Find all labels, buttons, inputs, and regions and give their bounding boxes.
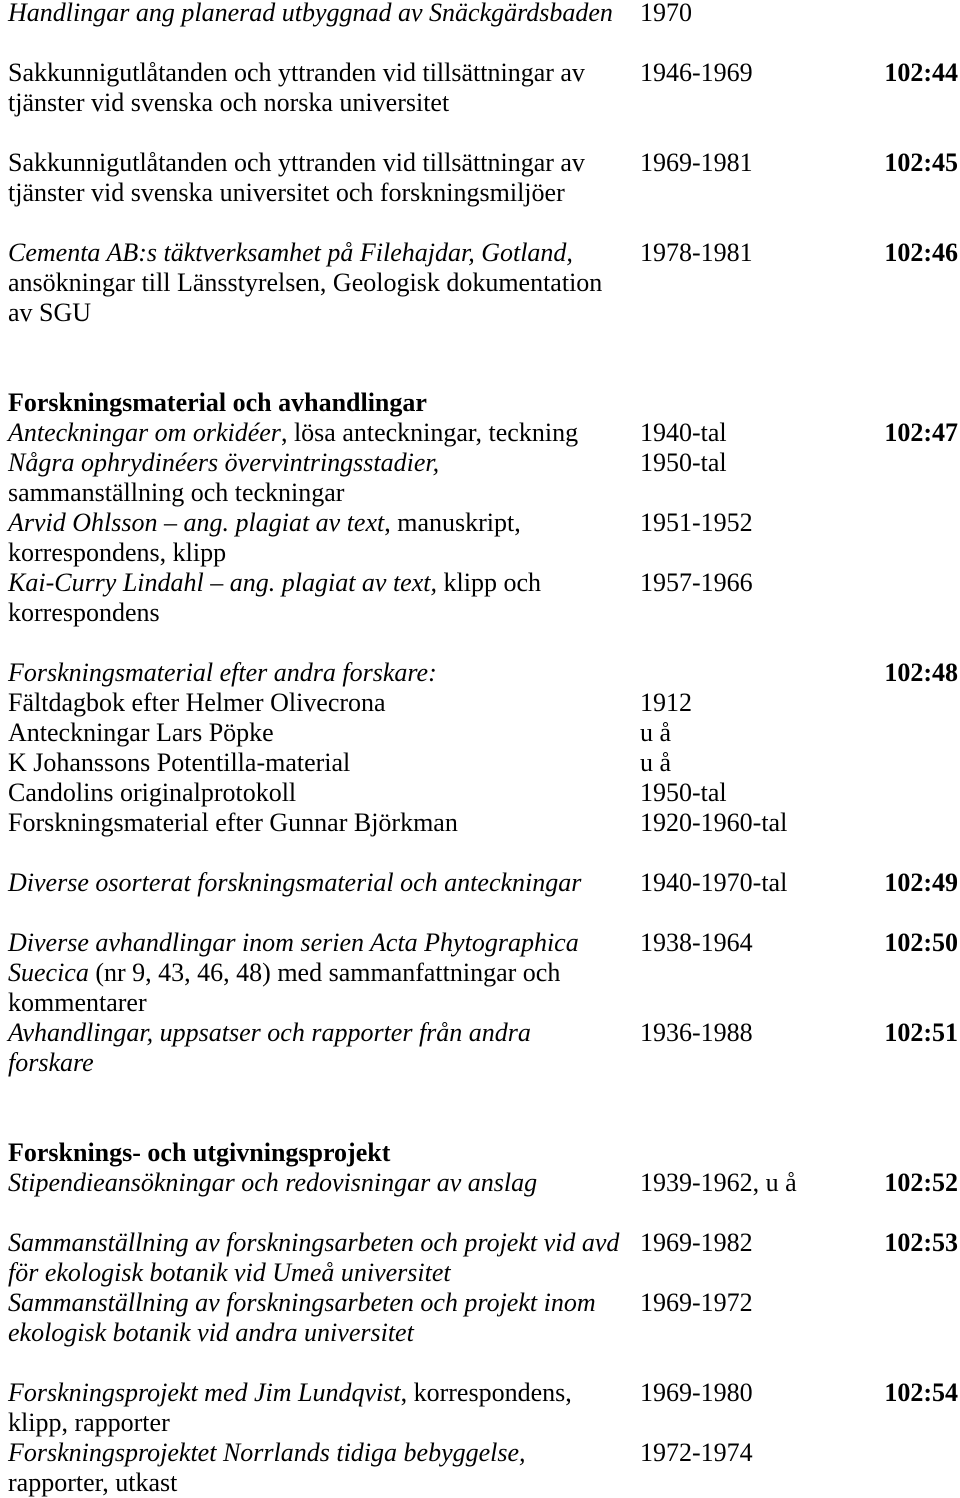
- entry-text: (nr 9, 43, 46, 48) med sammanfattningar och: [88, 958, 561, 987]
- entry-description: [8, 1048, 94, 1078]
- entry-description: [8, 1258, 451, 1288]
- entry-date: 1940-1970-tal: [640, 868, 788, 897]
- entry-line: [0, 508, 960, 538]
- entry-line: [0, 778, 960, 808]
- entry-description: [8, 448, 439, 478]
- entry-title-text: Handlingar ang planerad utbyggnad av Snäckgärdsbaden: [8, 0, 613, 27]
- entry-date: 1951-1952: [640, 508, 753, 537]
- archive-entry: [0, 448, 960, 508]
- entry-text: rapporter, utkast: [8, 1468, 178, 1497]
- entry-text: K Johanssons Potentilla-material: [8, 748, 351, 777]
- entry-title-text: ekologisk botanik vid andra universitet: [8, 1318, 414, 1347]
- archive-section: [0, 388, 960, 1078]
- entry-line: [0, 1468, 960, 1498]
- entry-volume-ref: 102:48: [884, 658, 958, 687]
- archive-entry: [0, 238, 960, 328]
- entry-line: [0, 658, 960, 688]
- entry-date: u å: [640, 748, 672, 777]
- entry-date: 1969-1972: [640, 1288, 753, 1317]
- entry-text: tjänster vid svenska och norska universitet: [8, 88, 450, 117]
- entry-description: [8, 238, 573, 268]
- archive-entry: [0, 1168, 960, 1198]
- entry-description: [8, 508, 521, 538]
- archive-entry: [0, 658, 960, 688]
- entry-description: [8, 988, 147, 1018]
- archive-entry: [0, 148, 960, 208]
- entry-line: [0, 0, 960, 28]
- entry-text: , manuskript,: [384, 508, 521, 537]
- archive-entry: [0, 748, 960, 778]
- entry-text: Fältdagbok efter Helmer Olivecrona: [8, 688, 386, 717]
- entry-title-text: Anteckningar om orkidéer: [8, 418, 281, 447]
- entry-description: [8, 1018, 531, 1048]
- entry-date: 1950-tal: [640, 448, 727, 477]
- section-heading-row: [0, 1138, 960, 1168]
- section-heading: Forskningsmaterial och avhandlingar: [8, 388, 427, 417]
- entry-description: [8, 1318, 414, 1348]
- entry-description: [8, 1168, 537, 1198]
- entry-date: 1946-1969: [640, 58, 753, 87]
- entry-line: [0, 988, 960, 1018]
- archive-entry: [0, 1378, 960, 1438]
- entry-description: [8, 178, 565, 208]
- entry-volume-ref: 102:45: [884, 148, 958, 177]
- archive-section: [0, 0, 960, 328]
- entry-text: korrespondens, klipp: [8, 538, 227, 567]
- section-heading: Forsknings- och utgivningsprojekt: [8, 1138, 391, 1167]
- entry-date: 1950-tal: [640, 778, 727, 807]
- entry-description: [8, 958, 560, 988]
- entry-description: [8, 598, 160, 628]
- entry-line: [0, 1318, 960, 1348]
- entry-text: sammanställning och teckningar: [8, 478, 345, 507]
- entry-line: [0, 1258, 960, 1288]
- entry-text: av SGU: [8, 298, 92, 327]
- entry-line: [0, 688, 960, 718]
- entry-date: u å: [640, 718, 672, 747]
- entry-line: [0, 598, 960, 628]
- entry-description: [8, 1228, 619, 1258]
- archive-entry: [0, 808, 960, 838]
- entry-description: [8, 1288, 596, 1318]
- entry-line: [0, 538, 960, 568]
- entry-line: [0, 238, 960, 268]
- entry-title-text: Några ophrydinéers övervintringsstadier,: [8, 448, 440, 477]
- archive-entry: [0, 1438, 960, 1498]
- archive-entry: [0, 718, 960, 748]
- entry-date: 1957-1966: [640, 568, 753, 597]
- entry-description: [8, 568, 541, 598]
- entry-description: [8, 808, 458, 838]
- entry-description: [8, 268, 602, 298]
- entry-line: [0, 1168, 960, 1198]
- entry-description: [8, 1408, 170, 1438]
- entry-date: 1978-1981: [640, 238, 753, 267]
- entry-text: tjänster vid svenska universitet och forskningsmiljöer: [8, 178, 565, 207]
- entry-line: [0, 568, 960, 598]
- entry-line: [0, 268, 960, 298]
- entry-line: [0, 718, 960, 748]
- archive-entry: [0, 0, 960, 28]
- entry-volume-ref: 102:50: [884, 928, 958, 957]
- entry-description: [8, 58, 585, 88]
- entry-volume-ref: 102:52: [884, 1168, 958, 1197]
- archive-entry: [0, 568, 960, 628]
- entry-text: , lösa anteckningar, teckning: [280, 418, 579, 447]
- entry-text: ansökningar till Länsstyrelsen, Geologisk dokumentation: [8, 268, 603, 297]
- entry-line: [0, 178, 960, 208]
- entry-line: [0, 88, 960, 118]
- entry-line: [0, 958, 960, 988]
- archive-entry: [0, 688, 960, 718]
- entry-description: [8, 868, 581, 898]
- entry-description: [8, 88, 449, 118]
- archive-section: [0, 1138, 960, 1498]
- section-heading-row: [0, 388, 960, 418]
- archive-entry: [0, 1288, 960, 1348]
- entry-title-text: Stipendieansökningar och redovisningar av anslag: [8, 1168, 538, 1197]
- entry-description: [8, 748, 350, 778]
- entry-title-text: Avhandlingar, uppsatser och rapporter från andra: [8, 1018, 531, 1047]
- entry-line: [0, 148, 960, 178]
- entry-title-text: Arvid Ohlsson – ang. plagiat av text: [8, 508, 385, 537]
- entry-line: [0, 1438, 960, 1468]
- entry-title-text: Cementa AB:s täktverksamhet på Filehajdar, Gotland,: [8, 238, 573, 267]
- entry-text: klipp, rapporter: [8, 1408, 170, 1437]
- entry-description: [8, 418, 578, 448]
- entry-date: 1920-1960-tal: [640, 808, 788, 837]
- entry-date: 1969-1982: [640, 1228, 753, 1257]
- entry-description: [8, 1438, 526, 1468]
- entry-date: 1939-1962, u å: [640, 1168, 797, 1197]
- entry-description: [8, 778, 296, 808]
- entry-line: [0, 808, 960, 838]
- entry-volume-ref: 102:46: [884, 238, 958, 267]
- entry-text: kommentarer: [8, 988, 147, 1017]
- entry-line: [0, 1228, 960, 1258]
- entry-line: [0, 1288, 960, 1318]
- entry-volume-ref: 102:54: [884, 1378, 958, 1407]
- archive-entry: [0, 508, 960, 568]
- entry-text: Anteckningar Lars Pöpke: [8, 718, 274, 747]
- entry-text: Sakkunnigutlåtanden och yttranden vid tillsättningar av: [8, 148, 585, 177]
- entry-text: Sakkunnigutlåtanden och yttranden vid tillsättningar av: [8, 58, 585, 87]
- archive-entry: [0, 868, 960, 898]
- entry-text: klipp och: [437, 568, 541, 597]
- entry-date: 1970: [640, 0, 692, 27]
- entry-description: [8, 538, 226, 568]
- entry-date: 1938-1964: [640, 928, 753, 957]
- entry-description: [8, 1468, 177, 1498]
- entry-date: 1969-1980: [640, 1378, 753, 1407]
- entry-line: [0, 418, 960, 448]
- entry-description: [8, 0, 613, 28]
- entry-title-text: forskare: [8, 1048, 94, 1077]
- entry-title-text: Forskningsmaterial efter andra forskare:: [8, 658, 437, 687]
- entry-line: [0, 58, 960, 88]
- entry-description: [8, 928, 579, 958]
- entry-title-text: Sammanställning av forskningsarbeten och projekt inom: [8, 1288, 596, 1317]
- entry-volume-ref: 102:44: [884, 58, 958, 87]
- entry-line: [0, 748, 960, 778]
- entry-date: 1940-tal: [640, 418, 727, 447]
- entry-title-text: Forskningsprojekt med Jim Lundqvist: [8, 1378, 401, 1407]
- entry-description: [8, 688, 386, 718]
- entry-line: [0, 448, 960, 478]
- entry-text: Candolins originalprotokoll: [8, 778, 297, 807]
- entry-description: [8, 478, 344, 508]
- entry-title-text: Forskningsprojektet Norrlands tidiga bebyggelse,: [8, 1438, 526, 1467]
- archive-entry: [0, 418, 960, 448]
- entry-date: 1912: [640, 688, 692, 717]
- entry-line: [0, 868, 960, 898]
- entry-line: [0, 478, 960, 508]
- entry-title-text: Diverse avhandlingar inom serien Acta Phytographica: [8, 928, 579, 957]
- archive-entry: [0, 58, 960, 118]
- entry-line: [0, 1018, 960, 1048]
- entry-volume-ref: 102:49: [884, 868, 958, 897]
- entry-text: Forskningsmaterial efter Gunnar Björkman: [8, 808, 458, 837]
- archive-entry: [0, 778, 960, 808]
- entry-line: [0, 1408, 960, 1438]
- entry-description: [8, 658, 437, 688]
- entry-description: [8, 298, 91, 328]
- entry-line: [0, 928, 960, 958]
- entry-volume-ref: 102:47: [884, 418, 958, 447]
- entry-date: 1969-1981: [640, 148, 753, 177]
- entry-title-text: Diverse osorterat forskningsmaterial och anteckningar: [8, 868, 582, 897]
- entry-description: [8, 1378, 572, 1408]
- entry-title-text: Sammanställning av forskningsarbeten och projekt vid avd: [8, 1228, 620, 1257]
- entry-line: [0, 1048, 960, 1078]
- entry-title-text: Suecica: [8, 958, 89, 987]
- archive-entry: [0, 928, 960, 1018]
- entry-date: 1936-1988: [640, 1018, 753, 1047]
- entry-title-text: Kai-Curry Lindahl – ang. plagiat av text,: [8, 568, 437, 597]
- entry-text: , korrespondens,: [400, 1378, 572, 1407]
- entry-line: [0, 298, 960, 328]
- entry-line: [0, 1378, 960, 1408]
- archive-entry: [0, 1018, 960, 1078]
- entry-title-text: för ekologisk botanik vid Umeå universitet: [8, 1258, 451, 1287]
- entry-volume-ref: 102:51: [884, 1018, 958, 1047]
- entry-description: [8, 148, 585, 178]
- archive-entry: [0, 1228, 960, 1288]
- entry-date: 1972-1974: [640, 1438, 753, 1467]
- entry-description: [8, 718, 274, 748]
- entry-text: korrespondens: [8, 598, 160, 627]
- entry-volume-ref: 102:53: [884, 1228, 958, 1257]
